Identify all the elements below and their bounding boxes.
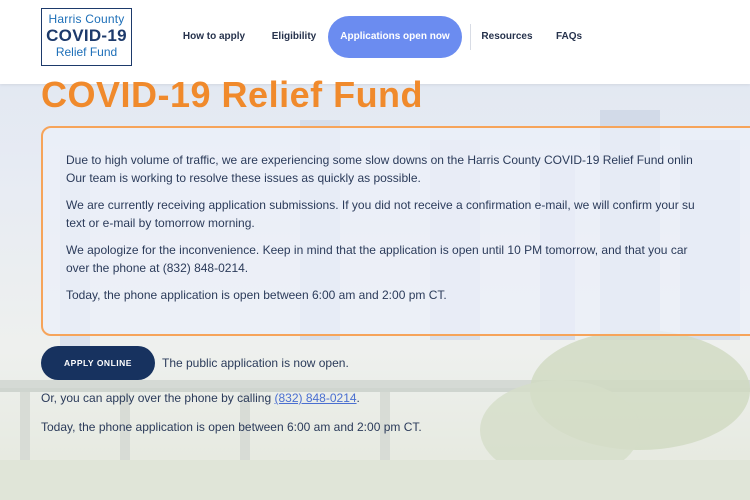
phone-apply-line [41, 391, 360, 405]
notice-p4: Today, the phone application is open between 6:00 am and 2:00 pm CT. [66, 288, 447, 302]
apply-online-button[interactable]: APPLY ONLINE [41, 346, 155, 380]
notice-p3-line1: We apologize for the inconvenience. Keep in mind that the application is open until 10 PM tomorrow, and that you car [66, 243, 688, 257]
notice-p2-line1: We are currently receiving application submissions. If you did not receive a confirmation e-mail, we will confirm your su [66, 198, 695, 212]
notice-p2-line2: text or e-mail by tomorrow morning. [66, 216, 255, 230]
page-title: COVID-19 Relief Fund [41, 74, 424, 115]
phone-number-link[interactable]: (832) 848-0214 [274, 391, 357, 405]
harris-county-logo[interactable] [41, 8, 132, 66]
site-header [0, 0, 750, 84]
nav-eligibility[interactable]: Eligibility [271, 31, 317, 42]
phone-hours-text: Today, the phone application is open between 6:00 am and 2:00 pm CT. [41, 420, 422, 434]
nav-how-to-apply[interactable]: How to apply [182, 31, 246, 42]
notice-p1-line1: Due to high volume of traffic, we are experiencing some slow downs on the Harris County COVID-19 Relief Fund onlin [66, 153, 693, 167]
nav-resources[interactable]: Resources [481, 31, 533, 42]
phone-prefix: Or, you can apply over the phone by calling [41, 391, 275, 405]
logo-line-1: Harris County [48, 12, 125, 26]
application-open-status: The public application is now open. [162, 356, 349, 370]
phone-suffix: . [356, 391, 360, 405]
nav-divider [470, 24, 471, 50]
logo-line-2: COVID-19 [46, 26, 127, 45]
notice-p1-line2: Our team is working to resolve these issues as quickly as possible. [66, 171, 421, 185]
notice-p3-line2: over the phone at (832) 848-0214. [66, 261, 249, 275]
logo-line-3: Relief Fund [55, 45, 118, 59]
nav-applications-open-now[interactable]: Applications open now [328, 16, 462, 58]
notice-box [41, 126, 750, 336]
nav-faqs[interactable]: FAQs [555, 31, 583, 42]
